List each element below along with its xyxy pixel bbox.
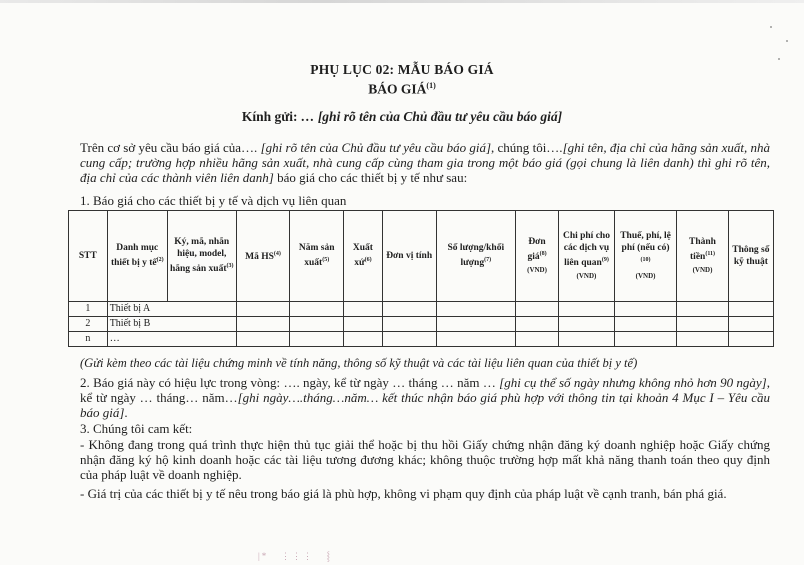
section2-text-2: , kể từ ngày … tháng… năm… <box>80 375 770 405</box>
recipient-label: Kính gửi: <box>241 109 298 124</box>
intro-text-2: , chúng tôi…. <box>491 140 563 155</box>
intro-text-1: Trên cơ sở yêu cầu báo giá của…. <box>80 140 261 155</box>
header-unit: Đơn vị tính <box>382 211 436 302</box>
intro-italic-1: [ghi rõ tên của Chủ đầu tư yêu cầu báo giá] <box>260 140 492 155</box>
row-stt: n <box>69 332 108 347</box>
recipient-line <box>0 109 804 125</box>
quote-title-text: BÁO GIÁ <box>368 81 427 97</box>
quote-table <box>68 210 774 347</box>
header-device-list: Danh mục thiết bị y tế$^{(2)}$ <box>107 211 167 302</box>
section2-italic-1: [ghi cụ thể số ngày nhưng không nhỏ hơn 90 ngày] <box>499 375 767 390</box>
header-service-cost: Chi phí cho các dịch vụ liên quan$^{(9)}$ (VND) <box>559 211 615 302</box>
table-row <box>69 302 774 317</box>
commitment-bullet-1: - Không đang trong quá trình thực hiện thủ tục giải thể hoặc bị thu hồi Giấy chứng nhận đăng ký doanh nghiệp hoặc Giấy chứng nhận đăng ký hộ kinh doanh hoặc các tài liệu tương đương khác; không thuộc trường hợp mất khả năng thanh toán theo quy định của pháp luật về doanh nghiệp. <box>80 437 770 482</box>
scan-edge <box>0 0 804 3</box>
section1-title: 1. Báo giá cho các thiết bị y tế và dịch vụ liên quan <box>80 193 347 208</box>
table-header-row <box>69 211 774 302</box>
scan-speck <box>786 40 788 42</box>
header-quantity: Số lượng/khối lượng$^{(7)}$ <box>436 211 516 302</box>
section2-text-3: . <box>124 405 128 420</box>
section3-title: 3. Chúng tôi cam kết: <box>80 421 193 436</box>
intro-paragraph <box>80 140 770 185</box>
appendix-title: PHỤ LỤC 02: MẪU BÁO GIÁ <box>310 62 494 77</box>
recipient-value: … [ghi rõ tên của Chủ đầu tư yêu cầu báo giá] <box>300 109 563 124</box>
row-device-name: … <box>107 332 236 347</box>
table-row <box>69 332 774 347</box>
attachment-note: (Gửi kèm theo các tài liệu chứng minh về tính năng, thông số kỹ thuật và các tài liệu liên quan của thiết bị y tế) <box>80 356 638 370</box>
row-stt: 1 <box>69 302 108 317</box>
row-device-name: Thiết bị B <box>107 317 236 332</box>
header-tax-fee: Thuế, phí, lệ phí (nếu có)$^{(10)}$ (VND) <box>614 211 676 302</box>
row-device-name: Thiết bị A <box>107 302 236 317</box>
section2-paragraph <box>80 375 770 420</box>
quote-title <box>0 81 804 98</box>
header-origin: Xuất xứ$^{(6)}$ <box>344 211 383 302</box>
row-stt: 2 <box>69 317 108 332</box>
header-model: Ký, mã, nhãn hiệu, model, hãng sản xuất$^{(3)}$ <box>167 211 236 302</box>
section2-text-1: 2. Báo giá này có hiệu lực trong vòng: …. ngày, kể từ ngày … tháng … năm … <box>80 375 500 390</box>
header-year: Năm sản xuất$^{(5)}$ <box>290 211 344 302</box>
header-unit-price: Đơn giá$^{(8)}$ (VND) <box>516 211 559 302</box>
header-stt: STT <box>69 211 108 302</box>
table-row <box>69 317 774 332</box>
quote-title-note: (1) <box>426 81 436 90</box>
section2-italic-2: [ghi ngày….tháng…năm… kết thúc nhận báo giá phù hợp với thông tin tại khoản 4 Mục I – Yêu cầu báo giá] <box>80 390 770 420</box>
commitment-bullet-2: - Giá trị của các thiết bị y tế nêu trong báo giá là phù hợp, không vi phạm quy định của pháp luật về cạnh tranh, bán phá giá. <box>80 486 727 501</box>
header-hs-code: Mã HS$^{(4)}$ <box>236 211 290 302</box>
scan-speck <box>770 26 772 28</box>
header-total: Thành tiền$^{(11)}$ (VND) <box>677 211 729 302</box>
scan-speck <box>778 58 780 60</box>
intro-italic-2: [ghi tên, địa chỉ của hãng sản xuất, nhà cung cấp; trường hợp nhiều hãng sản xuất, nhà cung cấp cùng tham gia trong một báo giá (gọi chung là liên danh) thì ghi rõ tên, địa chỉ của các thành viên liên danh] <box>80 140 770 185</box>
header-spec: Thông số kỹ thuật <box>728 211 773 302</box>
faint-stamp-mark: |* ⋮⋮⋮ ⸾ <box>258 551 333 561</box>
intro-text-3: báo giá cho các thiết bị y tế như sau: <box>273 170 468 185</box>
